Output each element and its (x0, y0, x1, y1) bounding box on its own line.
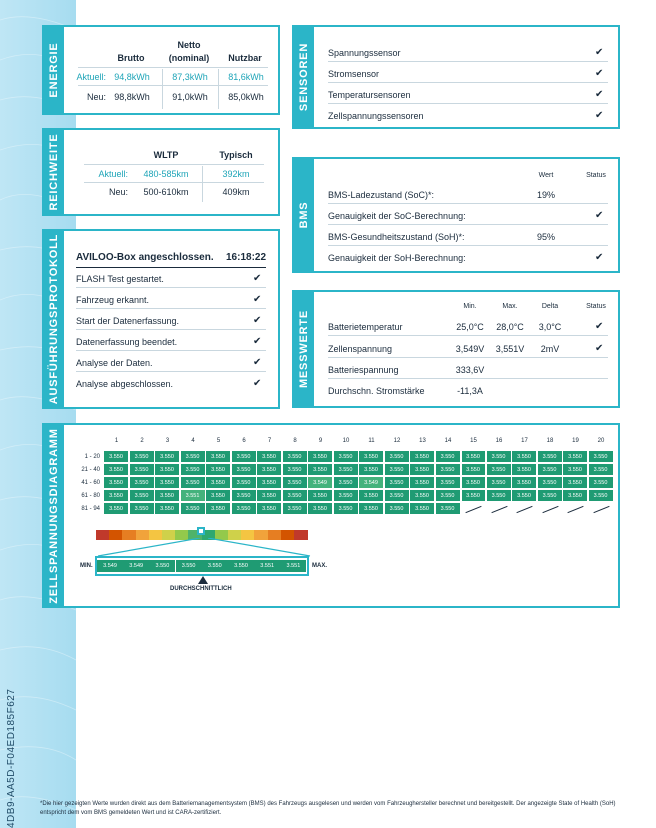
energie-neu-label: Neu: (86, 92, 106, 102)
bms-col-status: Status (586, 172, 606, 179)
heatmap-cell: 3.550 (589, 490, 614, 502)
heatmap-cell: 3.550 (563, 490, 588, 502)
heatmap-cell: 3.550 (232, 464, 257, 476)
heatmap-cell: 3.550 (359, 464, 384, 476)
check-icon: ✔ (253, 357, 262, 368)
messwerte-max: 3,551V (495, 344, 525, 354)
heatmap-cell: 3.550 (436, 490, 461, 502)
heatmap-cell: 3.550 (538, 490, 563, 502)
heatmap-cell: 3.550 (104, 477, 129, 489)
bms-soh-value: 95% (536, 232, 555, 242)
heatmap-separator (460, 451, 462, 516)
messwerte-min: 333,6V (455, 365, 485, 375)
sensor-item: Zellspannungssensoren (328, 111, 424, 121)
heatmap-cell: 3.550 (283, 451, 308, 463)
heatmap-cell: 3.550 (461, 451, 486, 463)
diagramm-tab: ZELLSPANNUNGSDIAGRAMM (44, 425, 64, 606)
heatmap-cell: 3.550 (461, 490, 486, 502)
heatmap-cell: 3.550 (385, 464, 410, 476)
heatmap-column-label: 9 (318, 438, 323, 444)
check-icon: ✔ (595, 321, 604, 332)
heatmap-cell: 3.550 (512, 490, 537, 502)
heatmap-column-label: 13 (419, 438, 426, 444)
heatmap-cell: 3.550 (232, 490, 257, 502)
heatmap-column-label: 8 (293, 438, 297, 444)
check-icon: ✔ (253, 294, 262, 305)
protokoll-time: 16:18:22 (226, 252, 267, 263)
heatmap-cell: 3.550 (283, 464, 308, 476)
heatmap-cell: 3.550 (206, 477, 231, 489)
heatmap-column-label: 16 (495, 438, 503, 444)
heatmap-column-label: 14 (444, 438, 452, 444)
energie-aktuell-label: Aktuell: (76, 72, 106, 82)
bms-row-label: Genauigkeit der SoC-Berechnung: (328, 211, 466, 221)
heatmap-cell: 3.550 (538, 464, 563, 476)
bms-soc-value: 19% (536, 190, 555, 200)
heatmap-cell (512, 503, 537, 515)
heatmap-column-label: 7 (267, 438, 272, 444)
heatmap-row-label: 41 - 60 (81, 480, 100, 486)
heatmap-cell: 3.550 (283, 477, 308, 489)
energie-aktuell-netto: 87,3kWh (172, 72, 208, 82)
reichweite-neu-label: Neu: (108, 187, 128, 197)
heatmap-cell: 3.550 (410, 490, 435, 502)
heatmap-cell: 3.550 (359, 490, 384, 502)
heatmap-cell: 3.550 (538, 451, 563, 463)
heatmap-cell: 3.550 (385, 490, 410, 502)
heatmap-cell: 3.550 (538, 477, 563, 489)
heatmap-cell: 3.550 (104, 490, 129, 502)
check-icon: ✔ (595, 47, 604, 58)
heatmap-cell: 3.550 (487, 490, 512, 502)
heatmap-cell: 3.550 (359, 451, 384, 463)
heatmap-cell: 3.550 (410, 477, 435, 489)
heatmap-row-label: 61 - 80 (81, 493, 100, 499)
bms-panel (292, 157, 620, 273)
heatmap-cell: 3.550 (436, 464, 461, 476)
messwerte-col-min: Min. (463, 303, 477, 310)
average-label: DURCHSCHNITTLICH (170, 586, 232, 592)
energie-aktuell-nutzbar: 81,6kWh (228, 72, 264, 82)
heatmap-cell: 3.550 (155, 490, 180, 502)
messwerte-max: 28,0°C (496, 322, 524, 332)
heatmap-cell: 3.550 (487, 451, 512, 463)
heatmap-column-label: 20 (597, 438, 605, 444)
reichweite-col-typisch: Typisch (219, 150, 253, 160)
heatmap-column-label: 11 (368, 438, 375, 444)
heatmap-cell: 3.550 (206, 451, 231, 463)
energie-neu-brutto: 98,8kWh (114, 92, 150, 102)
heatmap-cell: 3.550 (257, 464, 282, 476)
heatmap-cell: 3.550 (283, 503, 308, 515)
energie-col-nutzbar: Nutzbar (228, 53, 262, 63)
heatmap-cell: 3.550 (512, 464, 537, 476)
energie-neu-nutzbar: 85,0kWh (228, 92, 264, 102)
reichweite-aktuell-typisch: 392km (222, 169, 250, 179)
heatmap-cell: 3.551 (181, 490, 206, 502)
energie-tab: ENERGIE (44, 27, 64, 113)
energie-panel (42, 25, 280, 115)
heatmap-row-label: 1 - 20 (84, 454, 100, 460)
heatmap-cell: 3.550 (461, 477, 486, 489)
sensoren-tab: SENSOREN (294, 27, 314, 127)
protokoll-step: FLASH Test gestartet. (76, 274, 164, 284)
check-icon: ✔ (595, 68, 604, 79)
heatmap-cell: 3.550 (104, 464, 129, 476)
protokoll-step: Analyse der Daten. (76, 358, 153, 368)
heatmap-cell: 3.550 (436, 451, 461, 463)
footnote: *Die hier gezeigten Werte wurden direkt aus dem Batteriemanagementsystem (BMS) des Fahrzeugs ausgelesen und werden vom Fahrzeughersteller berechnet und bereitgestellt. Der angezeigte State of Health (SoH) entspricht dem vom BMS gemeldeten Wert und ist CARA-zertifiziert. (40, 801, 616, 816)
heatmap-cell: 3.550 (512, 451, 537, 463)
messwerte-min: 3,549V (455, 344, 485, 354)
heatmap-column-label: 10 (342, 438, 350, 444)
heatmap-cell: 3.550 (385, 477, 410, 489)
messwerte-tab: MESSWERTE (294, 292, 314, 406)
reichweite-col-wltp: WLTP (153, 150, 179, 160)
protokoll-tab: AUSFÜHRUNGSPROTOKOLL (44, 231, 64, 407)
heatmap-column-label: 1 (114, 438, 119, 444)
heatmap-cell: 3.550 (206, 464, 231, 476)
energie-col-netto: Netto (177, 40, 201, 50)
heatmap-cell (563, 503, 588, 515)
reichweite-aktuell-label: Aktuell: (98, 169, 128, 179)
messwerte-col-delta: Delta (541, 303, 559, 310)
sorted-value-cell: 3.551 (254, 560, 280, 572)
heatmap-cell: 3.549 (308, 477, 333, 489)
heatmap-cell: 3.550 (563, 451, 588, 463)
heatmap-cell: 3.550 (104, 503, 129, 515)
sorted-value-cell: 3.550 (228, 560, 254, 572)
heatmap-cell: 3.550 (232, 503, 257, 515)
heatmap-cell: 3.550 (563, 477, 588, 489)
check-icon: ✔ (595, 210, 604, 221)
heatmap-cell: 3.550 (206, 503, 231, 515)
sorted-value-cell: 3.549 (97, 560, 123, 572)
messwerte-col-status: Status (586, 303, 606, 310)
sensor-item: Spannungssensor (328, 48, 401, 58)
reichweite-neu-typisch: 409km (222, 187, 250, 197)
heatmap-cell: 3.550 (155, 477, 180, 489)
heatmap-cell: 3.550 (130, 451, 155, 463)
heatmap-cell: 3.549 (359, 477, 384, 489)
energie-aktuell-brutto: 94,8kWh (114, 72, 150, 82)
bms-col-wert: Wert (538, 172, 554, 179)
heatmap-cell: 3.550 (257, 490, 282, 502)
heatmap-cell: 3.550 (334, 477, 359, 489)
heatmap-cell: 3.550 (461, 464, 486, 476)
sorted-value-cell: 3.550 (176, 560, 202, 572)
heatmap-cell: 3.550 (257, 477, 282, 489)
protokoll-step: Analyse abgeschlossen. (76, 379, 174, 389)
heatmap-cell: 3.550 (283, 490, 308, 502)
heatmap-cell: 3.550 (104, 451, 129, 463)
protokoll-step: Start der Datenerfassung. (76, 316, 180, 326)
heatmap-cell: 3.550 (385, 451, 410, 463)
heatmap-column-label: 2 (140, 438, 144, 444)
messwerte-row-label: Batteriespannung (328, 365, 399, 375)
messwerte-delta: 2mV (540, 344, 560, 354)
heatmap-cell: 3.550 (181, 503, 206, 515)
sorted-value-cell: 3.550 (202, 560, 228, 572)
heatmap-cell (461, 503, 486, 515)
protokoll-step: Fahrzeug erkannt. (76, 295, 150, 305)
heatmap-row-label: 81 - 94 (81, 506, 100, 512)
heatmap-cell: 3.550 (334, 490, 359, 502)
heatmap-cell: 3.550 (130, 464, 155, 476)
heatmap-column-label: 15 (470, 438, 477, 444)
sorted-value-cell: 3.551 (280, 560, 306, 572)
heatmap-column-label: 12 (393, 438, 401, 444)
heatmap-cell: 3.550 (487, 477, 512, 489)
heatmap-cell: 3.550 (155, 451, 180, 463)
messwerte-row-label: Zellenspannung (328, 344, 393, 354)
check-icon: ✔ (595, 252, 604, 263)
bms-row-label: Genauigkeit der SoH-Berechnung: (328, 253, 466, 263)
energie-col-brutto: Brutto (117, 53, 145, 63)
sensor-item: Stromsensor (328, 69, 380, 79)
bms-tab: BMS (294, 159, 314, 271)
reichweite-aktuell-wltp: 480-585km (143, 169, 189, 179)
heatmap-cell: 3.550 (436, 477, 461, 489)
average-marker-icon (198, 576, 208, 584)
reichweite-panel (42, 128, 280, 216)
sorted-value-cell: 3.549 (123, 560, 149, 572)
legend-marker-icon (197, 527, 205, 535)
heatmap-cell: 3.550 (512, 477, 537, 489)
messwerte-col-max: Max. (502, 303, 518, 310)
max-label: MAX. (312, 563, 327, 569)
heatmap-cell: 3.550 (181, 464, 206, 476)
heatmap-cell: 3.550 (334, 503, 359, 515)
bms-row-label: BMS-Ladezustand (SoC)*: (328, 190, 435, 200)
heatmap-cell: 3.550 (563, 464, 588, 476)
heatmap-cell: 3.550 (308, 451, 333, 463)
heatmap-cell: 3.550 (359, 503, 384, 515)
heatmap-cell (538, 503, 563, 515)
heatmap-cell: 3.550 (410, 503, 435, 515)
heatmap-cell: 3.550 (155, 464, 180, 476)
heatmap-column-label: 5 (216, 438, 221, 444)
reichweite-tab: REICHWEITE (44, 130, 64, 214)
heatmap-cell: 3.550 (487, 464, 512, 476)
heatmap-cell (589, 503, 614, 515)
messwerte-panel (292, 290, 620, 408)
check-icon: ✔ (595, 89, 604, 100)
heatmap-cell: 3.550 (206, 490, 231, 502)
messwerte-row-label: Durchschn. Stromstärke (328, 386, 425, 396)
heatmap-cell: 3.550 (130, 477, 155, 489)
heatmap-cell: 3.550 (130, 490, 155, 502)
messwerte-delta: 3,0°C (538, 322, 562, 332)
heatmap-cell: 3.550 (155, 503, 180, 515)
heatmap-cell: 3.550 (257, 451, 282, 463)
heatmap-cell: 3.550 (308, 503, 333, 515)
heatmap-cell: 3.550 (410, 451, 435, 463)
document-id: 4DB9-AA5D-F04ED185F627 (6, 688, 17, 828)
heatmap-column-label: 3 (165, 438, 170, 444)
zoom-connector-icon (96, 538, 316, 558)
sensoren-panel (292, 25, 620, 129)
heatmap-column-label: 4 (191, 438, 195, 444)
check-icon: ✔ (253, 273, 262, 284)
protokoll-step: Datenerfassung beendet. (76, 337, 178, 347)
heatmap-cell: 3.550 (232, 451, 257, 463)
heatmap-cell: 3.550 (257, 503, 282, 515)
protokoll-header: AVILOO-Box angeschlossen. (76, 252, 214, 263)
heatmap-cell: 3.550 (181, 477, 206, 489)
messwerte-min: -11,3A (457, 386, 483, 396)
heatmap-cell: 3.550 (589, 451, 614, 463)
energie-neu-netto: 91,0kWh (172, 92, 208, 102)
heatmap-cell: 3.550 (181, 451, 206, 463)
heatmap-cell (487, 503, 512, 515)
sorted-value-cell: 3.550 (149, 560, 175, 572)
messwerte-min: 25,0°C (456, 322, 484, 332)
min-label: MIN. (80, 563, 93, 569)
heatmap-cell: 3.550 (385, 503, 410, 515)
check-icon: ✔ (253, 378, 262, 389)
heatmap-cell: 3.550 (589, 464, 614, 476)
heatmap-cell: 3.550 (308, 490, 333, 502)
bms-row-label: BMS-Gesundheitszustand (SoH)*: (328, 232, 465, 242)
energie-col-netto-nominal: (nominal) (168, 53, 210, 63)
heatmap-row-label: 21 - 40 (81, 467, 100, 473)
heatmap-cell: 3.550 (232, 477, 257, 489)
protokoll-panel (42, 229, 280, 409)
heatmap-cell: 3.550 (589, 477, 614, 489)
heatmap-cell: 3.550 (130, 503, 155, 515)
heatmap-cell: 3.550 (436, 503, 461, 515)
reichweite-neu-wltp: 500-610km (143, 187, 189, 197)
heatmap-cell: 3.550 (308, 464, 333, 476)
check-icon: ✔ (595, 343, 604, 354)
heatmap-cell: 3.550 (410, 464, 435, 476)
sensor-item: Temperatursensoren (328, 90, 411, 100)
heatmap-column-label: 17 (521, 438, 528, 444)
messwerte-row-label: Batterietemperatur (328, 322, 403, 332)
check-icon: ✔ (253, 336, 262, 347)
heatmap-column-label: 19 (572, 438, 579, 444)
heatmap-cell: 3.550 (334, 464, 359, 476)
heatmap-column-label: 6 (242, 438, 246, 444)
heatmap-column-label: 18 (546, 438, 554, 444)
check-icon: ✔ (253, 315, 262, 326)
check-icon: ✔ (595, 110, 604, 121)
heatmap-cell: 3.550 (334, 451, 359, 463)
